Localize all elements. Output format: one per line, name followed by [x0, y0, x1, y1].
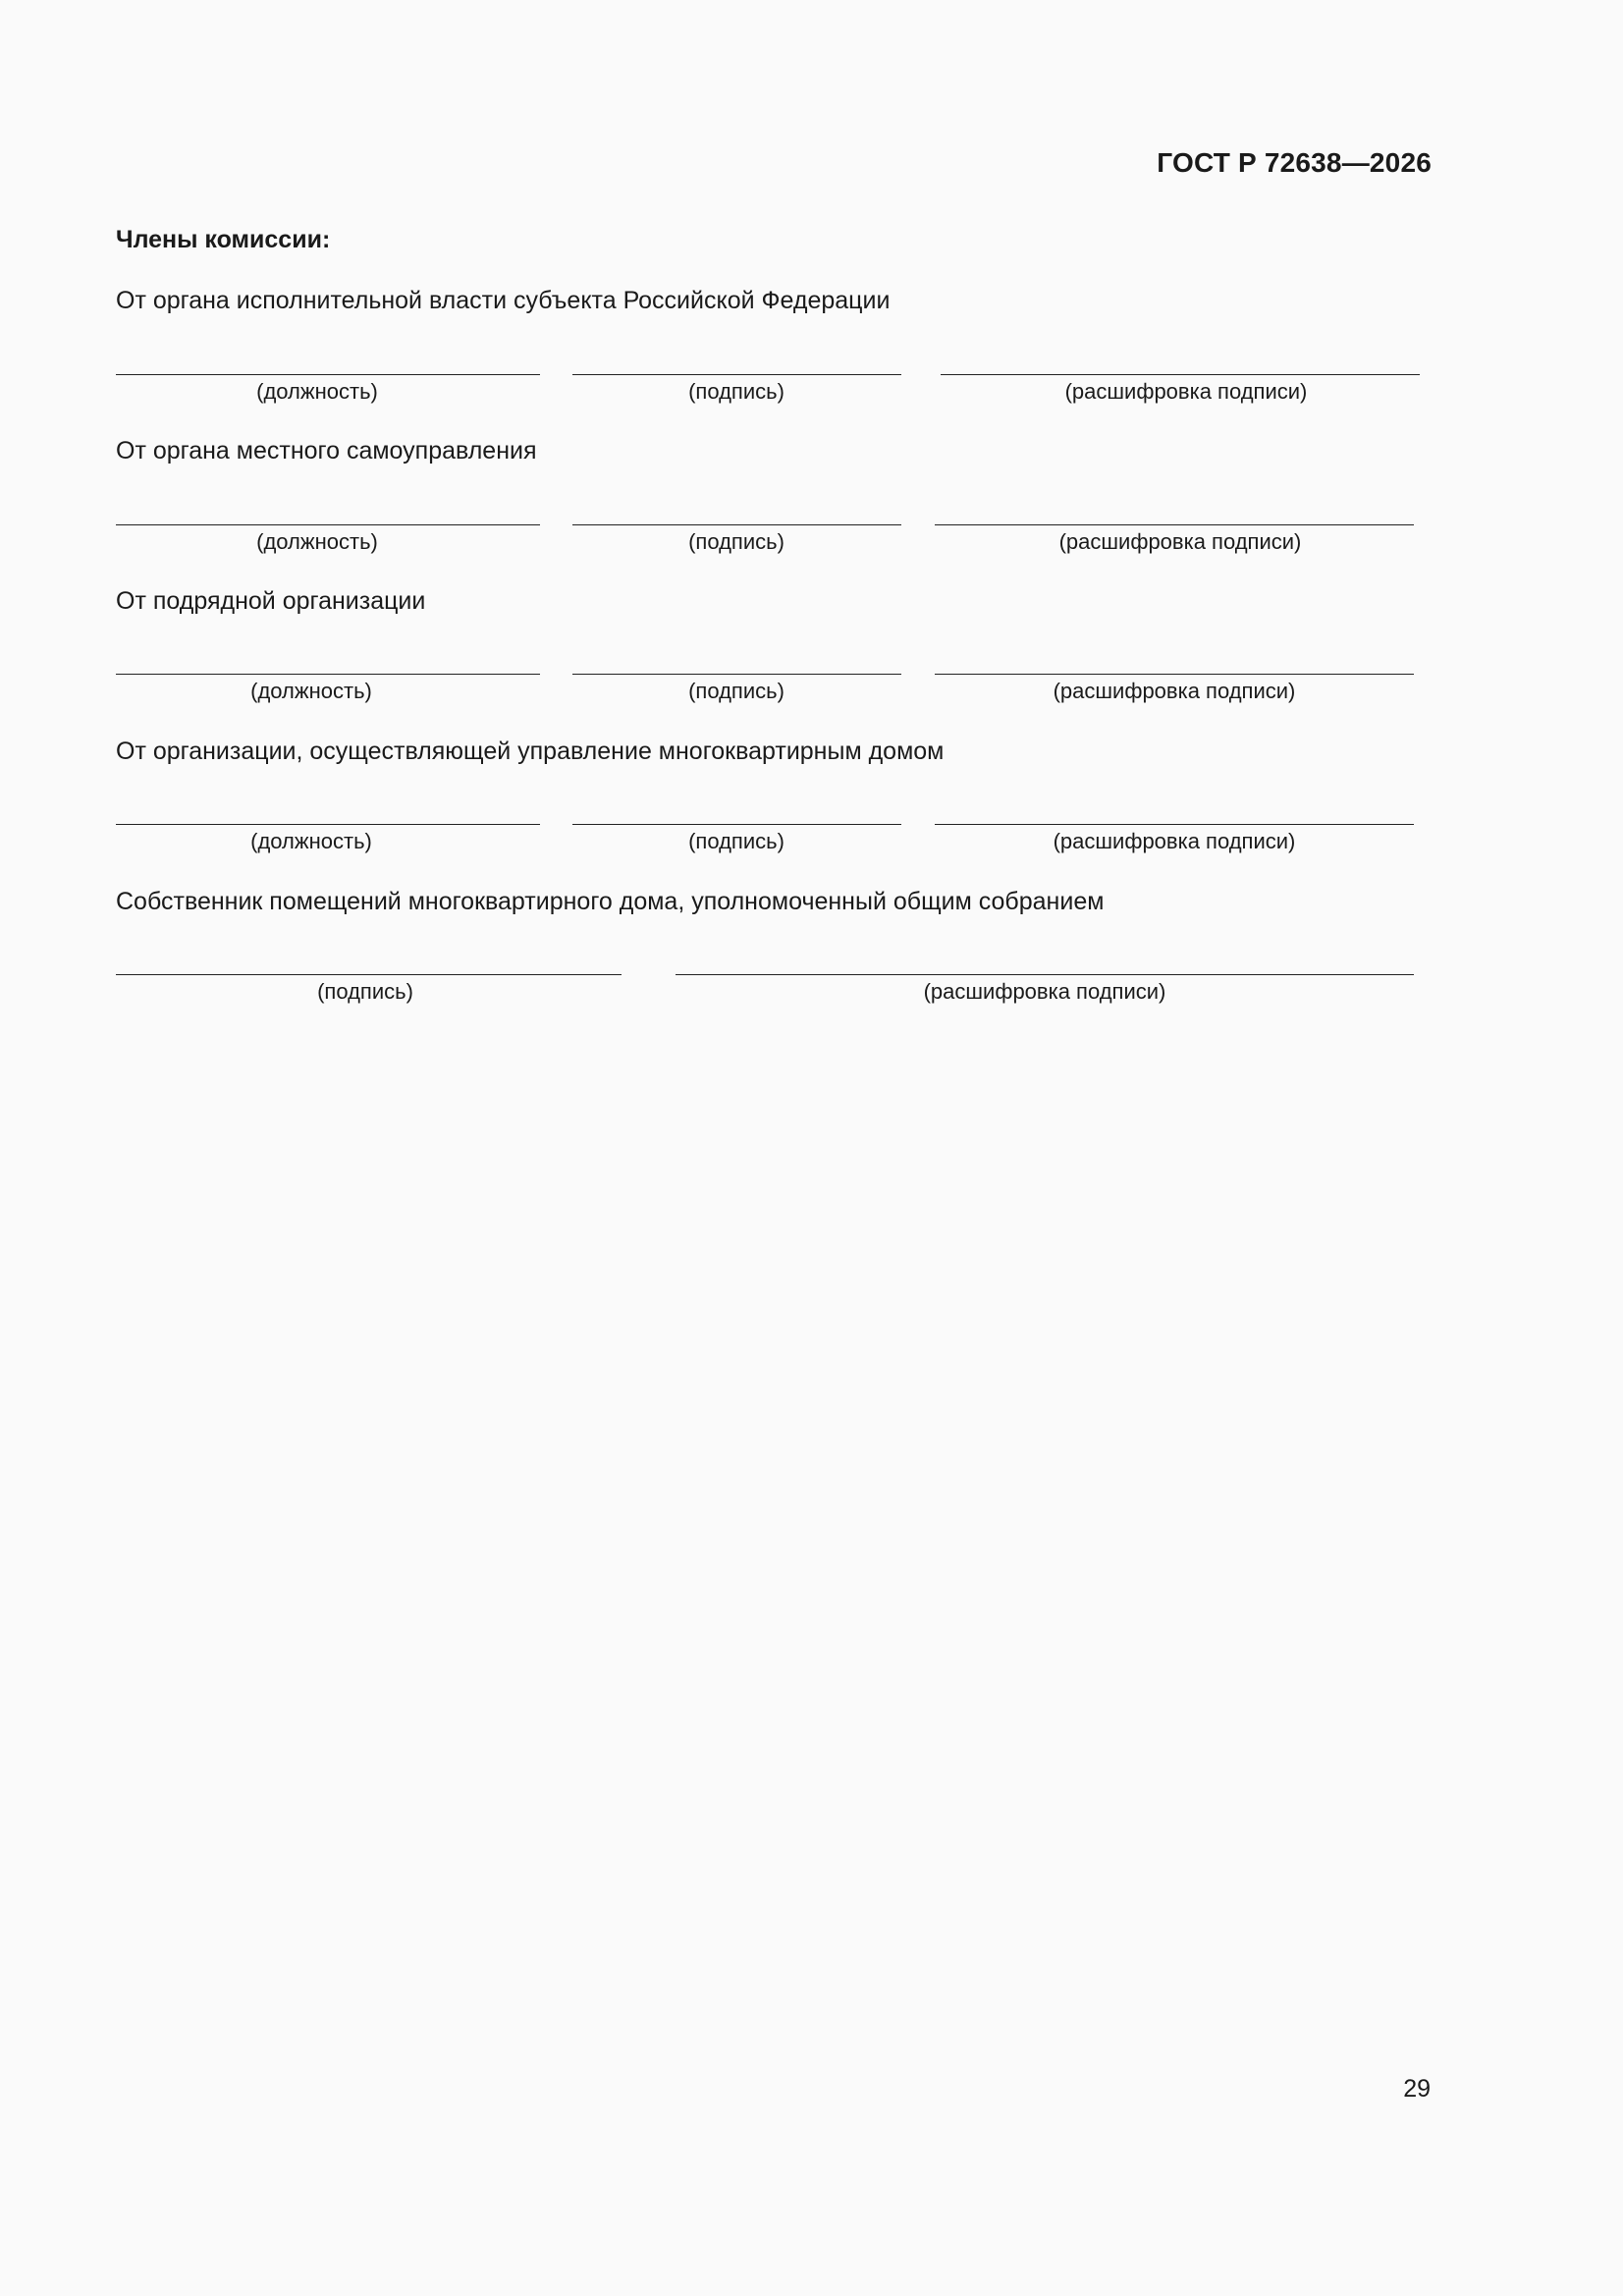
position-line	[116, 674, 540, 675]
signature-caption: (подпись)	[688, 829, 784, 853]
signature-line	[572, 524, 901, 525]
position-caption: (должность)	[256, 529, 378, 554]
signature-decryption-line	[941, 374, 1420, 375]
position-caption: (должность)	[250, 829, 372, 853]
signature-decryption-line	[676, 974, 1414, 975]
signature-decryption-caption: (расшифровка подписи)	[923, 979, 1166, 1004]
document-code: ГОСТ Р 72638—2026	[1157, 147, 1432, 178]
section-title-contractor: От подрядной организации	[116, 587, 426, 615]
position-line	[116, 524, 540, 525]
commission-members-heading: Члены комиссии:	[116, 226, 331, 253]
signature-caption: (подпись)	[688, 679, 784, 703]
signature-line	[572, 674, 901, 675]
position-line	[116, 374, 540, 375]
position-caption: (должность)	[256, 379, 378, 404]
signature-caption: (подпись)	[688, 529, 784, 554]
signature-caption: (подпись)	[688, 379, 784, 404]
section-title-owner-representative: Собственник помещений многоквартирного дома, уполномоченный общим собранием	[116, 888, 1105, 915]
signature-line	[572, 374, 901, 375]
page-number: 29	[1403, 2075, 1431, 2103]
signature-caption: (подпись)	[317, 979, 413, 1004]
signature-decryption-caption: (расшифровка подписи)	[1058, 529, 1302, 554]
signature-decryption-caption: (расшифровка подписи)	[1053, 679, 1296, 703]
section-title-management-organization: От организации, осуществляющей управление многоквартирным домом	[116, 738, 945, 765]
signature-decryption-caption: (расшифровка подписи)	[1064, 379, 1308, 404]
signature-decryption-caption: (расшифровка подписи)	[1053, 829, 1296, 853]
section-title-regional-authority: От органа исполнительной власти субъекта Российской Федерации	[116, 287, 891, 314]
signature-line	[572, 824, 901, 825]
position-caption: (должность)	[250, 679, 372, 703]
signature-decryption-line	[935, 824, 1414, 825]
signature-decryption-line	[935, 524, 1414, 525]
position-line	[116, 824, 540, 825]
signature-line	[116, 974, 622, 975]
signature-decryption-line	[935, 674, 1414, 675]
section-title-local-government: От органа местного самоуправления	[116, 437, 537, 465]
